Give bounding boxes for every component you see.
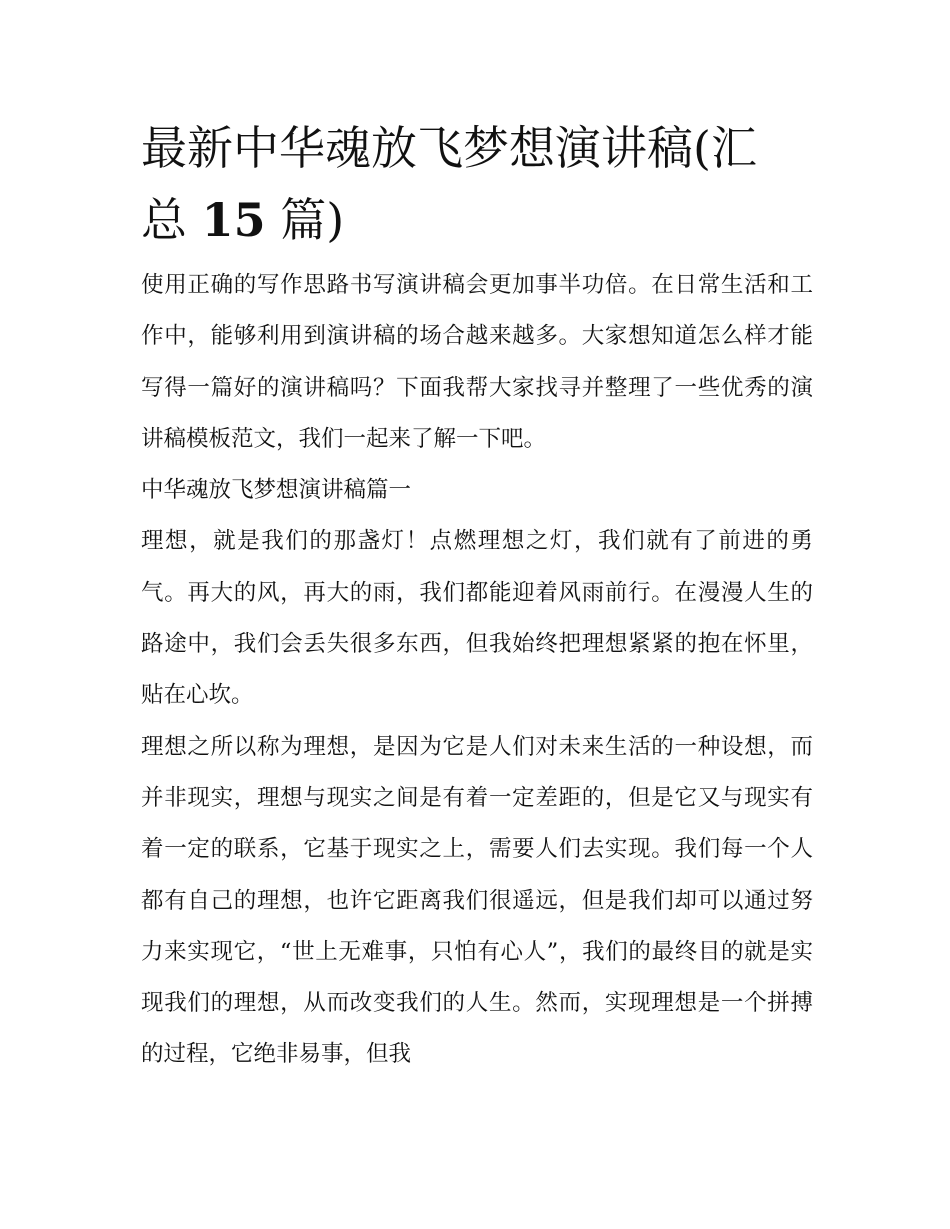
body-paragraph-2: 理想之所以称为理想，是因为它是人们对未来生活的一种设想，而并非现实，理想与现实之间是有着一定差距的，但是它又与现实有着一定的联系，它基于现实之上，需要人们去实现。我们每一个人都有自己的理想，也许它距离我们很遥远，但是我们却可以通过努力来实现它，“世上无难事，只怕有心人”，我们的最终目的就是实现我们的理想，从而改变我们的人生。然而，实现理想是一个拼搏的过程，它绝非易事，但我 <box>141 733 813 1068</box>
document-body <box>141 112 813 1081</box>
intro-paragraph: 使用正确的写作思路书写演讲稿会更加事半功倍。在日常生活和工作中，能够利用到演讲稿的场合越来越多。大家想知道怎么样才能写得一篇好的演讲稿吗？下面我帮大家找寻并整理了一些优秀的演讲稿模板范文，我们一起来了解一下吧。 <box>141 272 813 452</box>
section-heading: 中华魂放飞梦想演讲稿篇一 <box>141 477 412 504</box>
document-title <box>141 112 813 256</box>
title-line-1: 最新中华魂放飞梦想演讲稿(汇 <box>141 121 757 175</box>
body-paragraph-1: 理想，就是我们的那盏灯！点燃理想之灯，我们就有了前进的勇气。再大的风，再大的雨，我们都能迎着风雨前行。在漫漫人生的路途中，我们会丢失很多东西，但我始终把理想紧紧的抱在怀里，贴在心坎。 <box>141 528 813 709</box>
title-line-2: 总 15 篇) <box>141 193 345 247</box>
title-number: 15 <box>201 193 266 247</box>
